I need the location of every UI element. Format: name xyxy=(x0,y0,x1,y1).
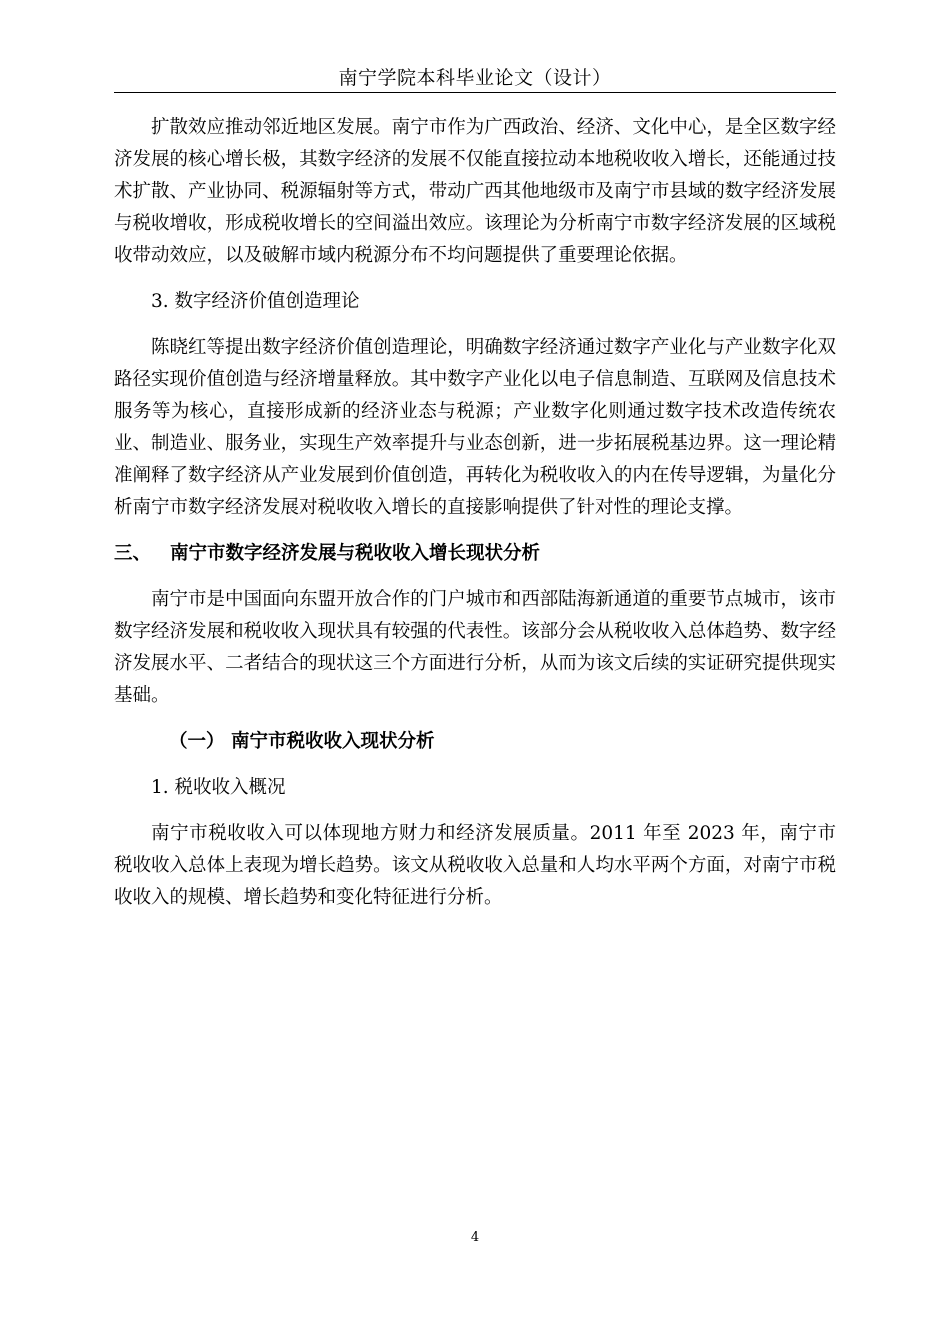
page-header-title: 南宁学院本科毕业论文（设计） xyxy=(338,67,612,89)
paragraph-spillover-effect: 扩散效应推动邻近地区发展。南宁市作为广西政治、经济、文化中心，是全区数字经济发展的核心增长极，其数字经济的发展不仅能直接拉动本地税收收入增长，还能通过技术扩散、产业协同、税源辐射等方式，带动广西其他地级市及南宁市县域的数字经济发展与税收增收，形成税收增长的空间溢出效应。该理论为分析南宁市数字经济发展的区域税收带动效应，以及破解市域内税源分布不均问题提供了重要理论依据。 xyxy=(114,117,836,266)
section-title: 南宁市数字经济发展与税收收入增长现状分析 xyxy=(170,543,541,564)
section-heading-3 xyxy=(114,538,836,570)
header-rule xyxy=(114,92,836,93)
subsection-title: 南宁市税收收入现状分析 xyxy=(231,731,435,752)
subheading-tax-overview: 1. 税收收入概况 xyxy=(151,777,286,798)
section-number: 三、 xyxy=(114,543,152,564)
document-body xyxy=(114,112,836,914)
subheading-value-creation-theory: 3. 数字经济价值创造理论 xyxy=(151,291,360,312)
paragraph-nanning-intro: 南宁市是中国面向东盟开放合作的门户城市和西部陆海新通道的重要节点城市，该市数字经济发展和税收收入现状具有较强的代表性。该部分会从税收收入总体趋势、数字经济发展水平、二者结合的现状这三个方面进行分析，从而为该文后续的实证研究提供现实基础。 xyxy=(114,589,836,706)
subsection-number: （一） xyxy=(169,731,225,752)
paragraph-tax-overview: 南宁市税收收入可以体现地方财力和经济发展质量。2011 年至 2023 年，南宁市税收收入总体上表现为增长趋势。该文从税收收入总量和人均水平两个方面，对南宁市税收收入的规模、增长趋势和变化特征进行分析。 xyxy=(114,823,836,908)
subsection-heading-1 xyxy=(114,726,836,758)
page-number: 4 xyxy=(470,1230,480,1245)
paragraph-value-creation: 陈晓红等提出数字经济价值创造理论，明确数字经济通过数字产业化与产业数字化双路径实现价值创造与经济增量释放。其中数字产业化以电子信息制造、互联网及信息技术服务等为核心，直接形成新的经济业态与税源；产业数字化则通过数字技术改造传统农业、制造业、服务业，实现生产效率提升与业态创新，进一步拓展税基边界。这一理论精准阐释了数字经济从产业发展到价值创造，再转化为税收收入的内在传导逻辑，为量化分析南宁市数字经济发展对税收收入增长的直接影响提供了针对性的理论支撑。 xyxy=(114,337,836,518)
